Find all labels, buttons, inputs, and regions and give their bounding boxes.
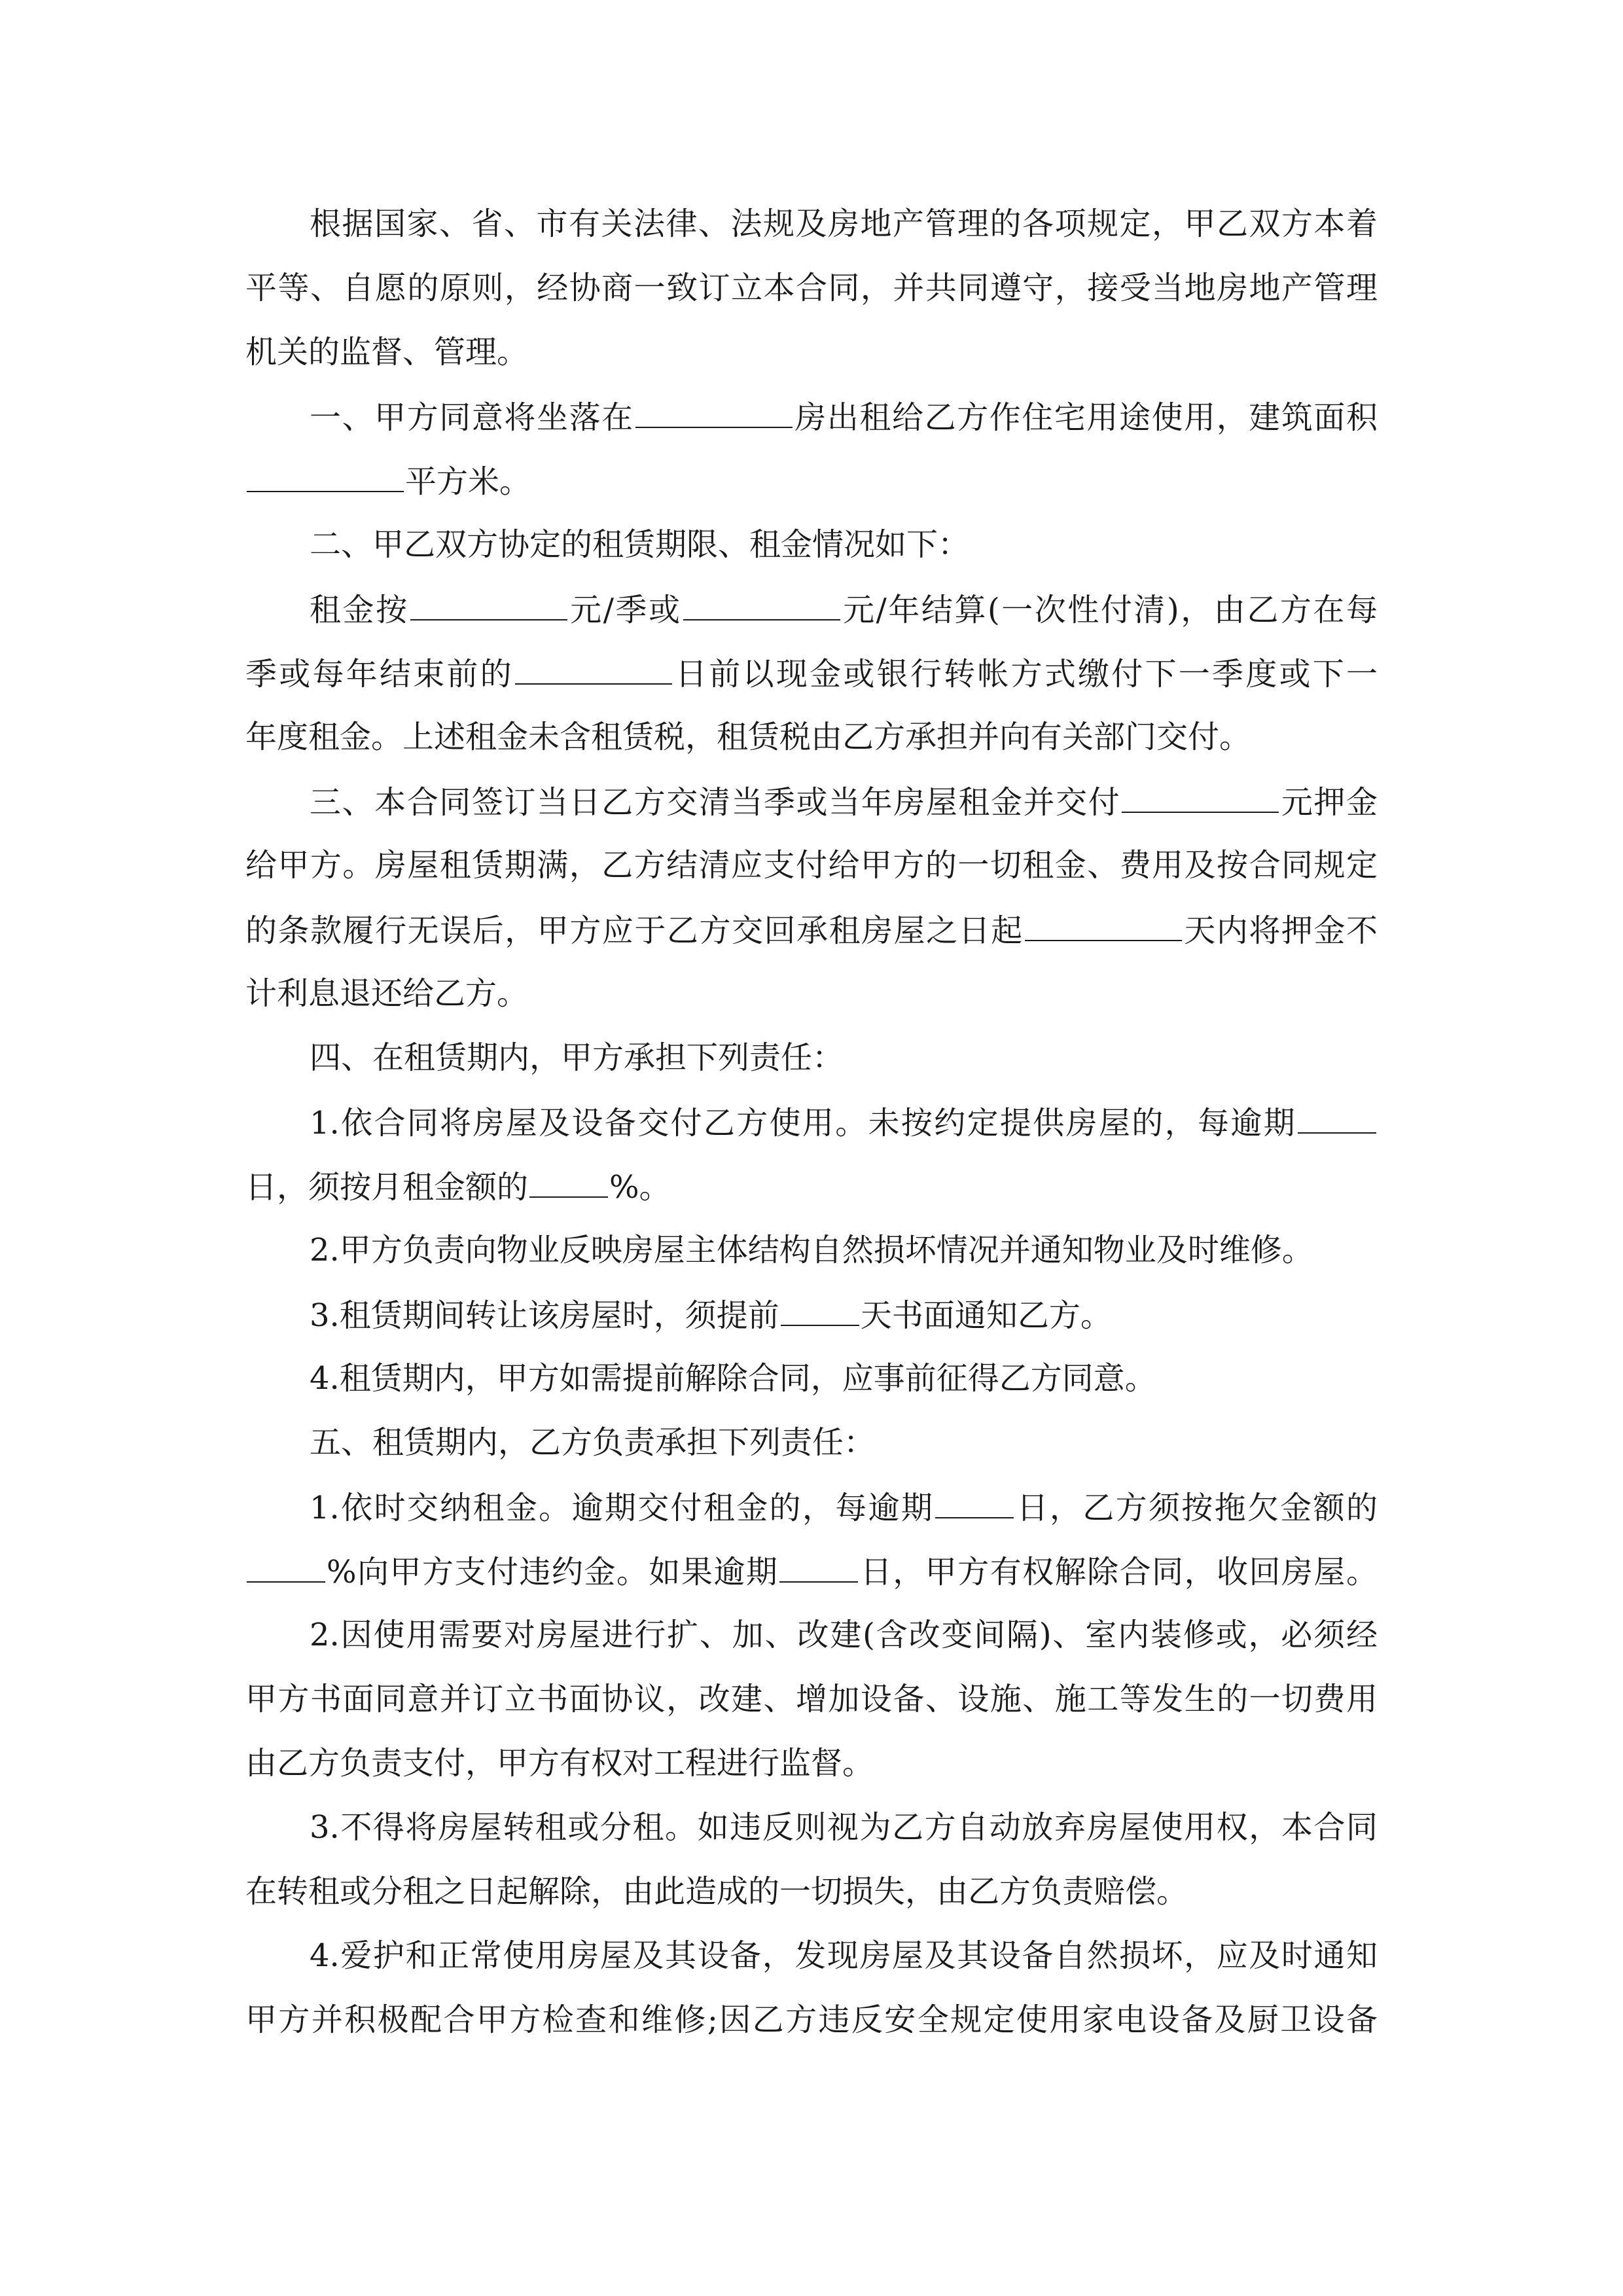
- clause-4-item-3: 3.租赁期间转让该房屋时，须提前 天书面通知乙方。: [310, 1295, 1378, 1334]
- clause-4-item-4: 4.租赁期内，甲方如需提前解除合同，应事前征得乙方同意。: [310, 1360, 1156, 1397]
- payment-day-blank[interactable]: [515, 653, 672, 685]
- clause-5-item-2: 2.因使用需要对房屋进行扩、加、改建(含改变间隔)、室内装修或，必须经: [310, 1617, 1378, 1653]
- clause-5-item-3: 3.不得将房屋转租或分租。如违反则视为乙方自动放弃房屋使用权，本合同: [310, 1809, 1378, 1846]
- clause-2-heading: 二、甲乙双方协定的租赁期限、租金情况如下：: [310, 526, 970, 563]
- location-blank[interactable]: [635, 397, 793, 428]
- late-penalty-percent-blank[interactable]: [247, 1551, 325, 1583]
- clause-3-line: 给甲方。房屋租赁期满，乙方结清应支付给甲方的一切租金、费用及按合同规定: [245, 847, 1378, 884]
- clause-4-item-1: 1.依合同将房屋及设备交付乙方使用。未按约定提供房屋的，每逾期: [310, 1102, 1378, 1141]
- clause-5-item-1: 1.依时交纳租金。逾期交付租金的，每逾期 日，乙方须按拖欠金额的: [310, 1487, 1378, 1526]
- clause-2-line: 季或每年结束前的 日前以现金或银行转帐方式缴付下一季度或下一: [245, 653, 1378, 692]
- clause-5-heading: 五、租赁期内，乙方负责承担下列责任：: [310, 1424, 876, 1461]
- clause-5-item-2: 由乙方负责支付，甲方有权对工程进行监督。: [245, 1745, 874, 1782]
- late-payment-days-blank[interactable]: [935, 1487, 1014, 1518]
- clause-2-line: 年度租金。上述租金未含租赁税，租赁税由乙方承担并向有关部门交付。: [245, 719, 1251, 755]
- deposit-return-days-blank[interactable]: [1025, 910, 1182, 941]
- clause-4-item-1: 日，须按月租金额的 %。: [245, 1166, 1378, 1206]
- clause-4-item-2: 2.甲方负责向物业反映房屋主体结构自然损坏情况并通知物业及时维修。: [310, 1232, 1313, 1268]
- clause-5-item-3: 在转租或分租之日起解除，由此造成的一切损失，由乙方负责赔偿。: [245, 1873, 1188, 1910]
- preamble-line: 平等、自愿的原则，经协商一致订立本合同，并共同遵守，接受当地房地产管理: [245, 270, 1378, 306]
- yearly-rent-blank[interactable]: [683, 589, 840, 620]
- quarterly-rent-blank[interactable]: [410, 589, 567, 620]
- clause-3-line: 三、本合同签订当日乙方交清当季或当年房屋租金并交付 元押金: [310, 781, 1378, 821]
- area-blank[interactable]: [247, 461, 404, 492]
- clause-3-line: 计利息退还给乙方。: [245, 975, 529, 1012]
- deposit-blank[interactable]: [1122, 781, 1279, 813]
- clause-2-line: 租金按 元/季或 元/年结算(一次性付清)，由乙方在每: [310, 589, 1378, 628]
- preamble-line: 机关的监督、管理。: [245, 334, 529, 370]
- notice-days-blank[interactable]: [781, 1295, 859, 1326]
- penalty-percent-blank[interactable]: [529, 1166, 608, 1198]
- clause-5-item-4: 甲方并积极配合甲方检查和维修;因乙方违反安全规定使用家电设备及厨卫设备: [245, 2001, 1378, 2038]
- clause-3-line: 的条款履行无误后，甲方应于乙方交回承租房屋之日起 天内将押金不: [245, 910, 1378, 949]
- overdue-days-blank[interactable]: [1298, 1102, 1376, 1134]
- termination-days-blank[interactable]: [779, 1551, 858, 1583]
- clause-1-line: 一、甲方同意将坐落在 房出租给乙方作住宅用途使用，建筑面积: [310, 397, 1378, 436]
- clause-5-item-1: %向甲方支付违约金。如果逾期 日，甲方有权解除合同，收回房屋。: [245, 1551, 1378, 1590]
- clause-4-heading: 四、在租赁期内，甲方承担下列责任：: [310, 1039, 844, 1076]
- preamble-line: 根据国家、省、市有关法律、法规及房地产管理的各项规定，甲乙双方本着: [310, 206, 1378, 242]
- clause-1-line: 平方米。: [245, 461, 1378, 500]
- clause-5-item-4: 4.爱护和正常使用房屋及其设备，发现房屋及其设备自然损坏，应及时通知: [310, 1937, 1378, 1974]
- clause-5-item-2: 甲方书面同意并订立书面协议，改建、增加设备、设施、施工等发生的一切费用: [245, 1681, 1378, 1717]
